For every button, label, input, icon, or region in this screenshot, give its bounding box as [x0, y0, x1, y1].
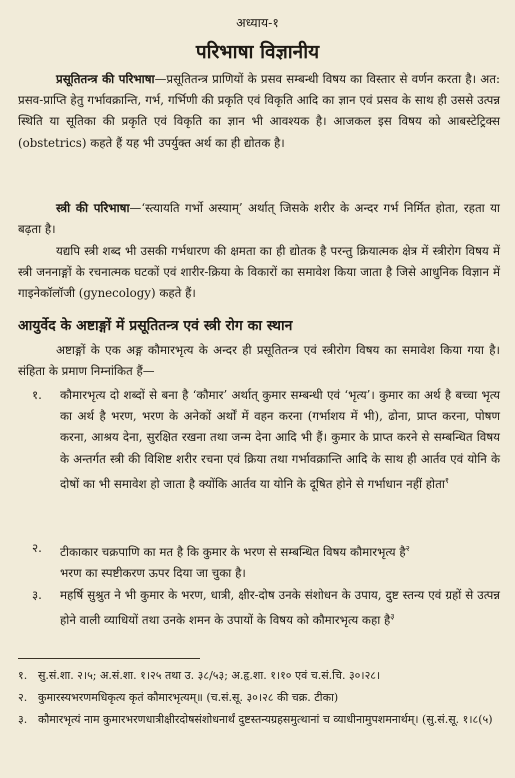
gynecology-paragraph	[18, 241, 500, 305]
footnote-ref: ३	[390, 612, 395, 622]
list-item-text: कौमारभृत्य दो शब्दों से बना है ‘कौमार’ अर्थात् कुमार सम्बन्धी एवं ‘भृत्य’। कुमार का अर्थ है बच्चा भृत्य का अर्थ है भरण, भरण के अनेकों अर्थों में वहन करना (गर्भाशय में भी), ढोना, प्राप्त करना, पोषण करना, आश्रय देना, सुरक्षित रखना तथा जन्म देना आदि भी हैं। कुमार के प्राप्त करने से सम्बन्धित विषय के अन्तर्गत स्त्री की विशिष्ट शरीर रचना एवं क्रिया तथा गर्भावक्रान्ति आदि के साथ ही आर्तव एवं योनि के दोषों का भी समावेश हो जाता है क्योंकि आर्तव या योनि के दूषित होने से गर्भाधान नहीं होता$^१$	[60, 388, 500, 491]
gynecology-text: यद्यपि स्त्री शब्द भी उसकी गर्भधारण की क्षमता का ही द्योतक है परन्तु क्रियात्मक क्षेत्र में स्त्रीरोग विषय में स्त्री जननाङ्गों के रचनात्मक घटकों एवं शारीर-क्रिया के विकारों का समावेश किया जाता है जिसे आधुनिक विज्ञान में गाइनेकॉलॉजी (gynecology) कहते हैं।	[18, 244, 500, 301]
chapter-number: अध्याय-१	[236, 15, 279, 30]
chapter-title: परिभाषा विज्ञानीय	[195, 41, 320, 63]
term-obstetrics: प्रसूतितन्त्र की परिभाषा	[56, 72, 155, 86]
definition-text-obstetrics: —प्रसूतितन्त्र प्राणियों के प्रसव सम्बन्धी विषय का विस्तार से वर्णन करता है। अत: प्रसव-प्राप्ति हेतु गर्भावक्रान्ति, गर्भ, गर्भिणी की प्रकृति एवं विकृति आदि का ज्ञान एवं प्रसव के साथ ही उससे उत्पन्न स्थिति या सूतिका की प्रकृति एवं विकृति का ज्ञान भी आवश्यक है। आजकल इस विषय को आबस्टेट्रिक्स (obstetrics) कहते हैं यह भी उपर्युक्त अर्थ का ही द्योतक है।	[18, 72, 501, 150]
footnote-ref: २	[405, 544, 410, 553]
list-item-number: १.	[32, 388, 42, 402]
definition-paragraph-woman	[18, 198, 500, 240]
definition-paragraph-obstetrics	[18, 69, 500, 154]
term-woman: स्त्री की परिभाषा	[56, 201, 130, 215]
list-item-number: २.	[32, 541, 42, 555]
list-item-number: ३.	[32, 588, 42, 602]
list-item-text: टीकाकार चक्रपाणि का मत है कि कुमार के भरण से सम्बन्धित विषय कौमारभृत्य है$^२$ भरण का स्पष्टीकरण ऊपर दिया जा चुका है।	[60, 544, 410, 581]
footnote-divider	[18, 658, 200, 659]
book-page: अध्याय-१ परिभाषा विज्ञानीय प्रसूतितन्त्र की परिभाषा—प्रसूतितन्त्र प्राणियों के प्रसव सम्बन्धी विषय का विस्तार से वर्णन करता है। अत: प्रसव-प्राप्ति हेतु गर्भावक्रान्ति, गर्भ, गर्भिणी की प्रकृति एवं विकृति आदि का ज्ञान एवं प्रसव के साथ ही उससे उत्पन्न स्थिति या सूतिका की प्रकृति एवं विकृति का ज्ञान भी आवश्यक है। आजकल इस विषय को आबस्टेट्रिक्स (obstetrics) कहते हैं यह भी उपर्युक्त अर्थ का ही द्योतक है। स्त्री की परिभाषा—‘स्त्यायति गर्भो अस्याम्’ अर्थात् जिसके शरीर के अन्दर गर्भ निर्मित होता, रहता या बढ़ता है। यद्यपि स्त्री शब्द भी उसकी गर्भधारण की क्षमता का ही द्योतक है परन्तु क्रियात्मक क्षेत्र में स्त्रीरोग विषय में स्त्री जननाङ्गों के रचनात्मक घटकों एवं शारीर-क्रिया के विकारों का समावेश किया जाता है जिसे आधुनिक विज्ञान में गाइनेकॉलॉजी (gynecology) कहते हैं। आयुर्वेद के अष्टाङ्गों में प्रसूतितन्त्र एवं स्त्री रोग का स्थान अष्टाङ्गों के एक अङ्ग कौमारभृत्य के अन्दर ही प्रसूतितन्त्र एवं स्त्रीरोग विषय का समावेश किया गया है। संहिता के प्रमाण निम्नांकित हैं— १. कौमारभृत्य दो शब्दों से बना है ‘कौमार’ अर्थात् कुमार सम्बन्धी एवं ‘भृत्य’। कुमार का अर्थ है बच्चा भृत्य का अर्थ है भरण, भरण के अनेकों अर्थों में वहन करना (गर्भाशय में भी), ढोना, प्राप्त करना, पोषण करना, आश्रय देना, सुरक्षित रखना तथा जन्म देना आदि भी हैं। कुमार के प्राप्त करने से सम्बन्धित विषय के अन्तर्गत स्त्री की विशिष्ट शरीर रचना एवं क्रिया तथा गर्भावक्रान्ति आदि के साथ ही आर्तव एवं योनि के दोषों का भी समावेश हो जाता है क्योंकि आर्तव या योनि के दूषित होने से गर्भाधान नहीं होता$^१$ २. टीकाकार चक्रपाणि का मत है कि कुमार के भरण से सम्बन्धित विषय कौमारभृत्य है$^२$ भरण का स्पष्टीकरण ऊपर दिया जा चुका है। ३. महर्षि सुश्रुत ने भी कुमार के भरण, धात्री, क्षीर-दोष उनके संशोधन के उपाय, दुष्ट स्तन्य एवं ग्रहों से उत्पन्न होने वाली व्याधियों तथा उनके शमन के उपायों के विषय को कौमारभृत्य कहा है$^३$ १. सु.सं.शा. २।५; अ.सं.शा. १।२५ तथा उ. ३८/५३; अ.हृ.शा. १।१० एवं च.सं.चि. ३०।२८। २. कुमारस्यभरणमधिकृत्य कृतं कौमारभृत्यम्॥ (च.सं.सू. ३०।२८ की चक्र. टीका) ३. कौमारभृत्यं नाम कुमारभरणधात्रीक्षीरदोषसंशोधनार्थं दुष्टस्तन्यग्रहसमुत्थानां च व्याधीनामुपशमनार्थम्। (सु.सं.सू. १।८(५)	[0, 0, 515, 778]
section-intro: अष्टाङ्गों के एक अङ्ग कौमारभृत्य के अन्दर ही प्रसूतितन्त्र एवं स्त्रीरोग विषय का समावेश किया गया है। संहिता के प्रमाण निम्नांकित हैं—	[18, 343, 500, 379]
list-item-text: महर्षि सुश्रुत ने भी कुमार के भरण, धात्री, क्षीर-दोष उनके संशोधन के उपाय, दुष्ट स्तन्य एवं ग्रहों से उत्पन्न होने वाली व्याधियों तथा उनके शमन के उपायों के विषय को कौमारभृत्य कहा है$^३$	[60, 588, 500, 628]
definition-text-woman: —‘स्त्यायति गर्भो अस्याम्’ अर्थात् जिसके शरीर के अन्दर गर्भ निर्मित होता, रहता या बढ़ता है।	[18, 201, 500, 237]
footnote-ref: १	[444, 475, 450, 485]
section-heading: आयुर्वेद के अष्टाङ्गों में प्रसूतितन्त्र एवं स्त्री रोग का स्थान	[18, 318, 293, 334]
